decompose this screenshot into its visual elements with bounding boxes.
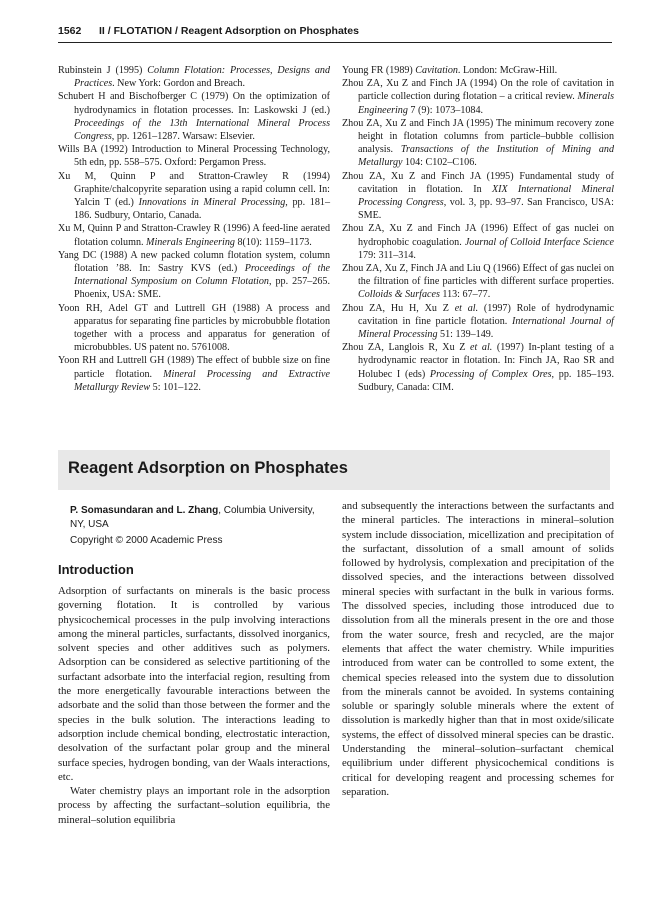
body-column-right (342, 499, 614, 799)
author-names: P. Somasundaran and L. Zhang (70, 505, 219, 516)
reference-title: Minerals Engineering (358, 91, 614, 116)
reference-entry (342, 341, 614, 394)
copyright-line: Copyright © 2000 Academic Press (70, 535, 223, 546)
reference-entry (58, 64, 330, 90)
reference-text: Xu M, Quinn P and Stratton-Crawley R (1994) Graphite/chalcopyrite separation using a rapid column cell. In: Yalcin T (ed.) (58, 170, 330, 209)
reference-text: , pp. 185–193. Sudbury, Canada: CIM. (358, 368, 614, 393)
reference-text: Yoon RH, Adel GT and Luttrell GH (1988) A process and apparatus for separating fine particles by microbubble flotation together with a process and apparatus for generation of microbubbles. US patent no. 5761008. (58, 302, 330, 354)
reference-text: Rubinstein J (1995) (58, 65, 148, 76)
reference-title: Minerals Engineering (146, 236, 235, 248)
reference-title: Column Flotation: Processes, Designs and Practices (74, 65, 330, 90)
running-title: II / FLOTATION / Reagent Adsorption on Phosphates (99, 25, 359, 37)
reference-text: , vol. 3, pp. 93–97. San Francisco, USA: SME. (358, 197, 614, 222)
reference-text: (1997) Role of hydrodynamic cavitation in fine particle flotation. (358, 302, 614, 327)
reference-entry (58, 249, 330, 302)
page-number: 1562 (58, 25, 82, 37)
reference-title: Transactions of the Institution of Mining and Metallurgy (358, 144, 614, 169)
header-rule (58, 42, 612, 43)
author-block (70, 504, 332, 532)
reference-text: Young FR (1989) (342, 65, 416, 76)
reference-entry (342, 302, 614, 342)
reference-text: Schubert H and Bischofberger C (1979) On the optimization of hydrodynamics in flotation processes. In: Laskowski J (ed.) (58, 91, 330, 116)
reference-text: . London: McGraw-Hill. (457, 65, 558, 76)
reference-text: 104: C102–C106. (402, 157, 477, 169)
reference-text: Zhou ZA, Xu Z and Finch JA (1994) On the role of cavitation in particle collection during flotation – a critical review. (342, 78, 614, 103)
reference-entry (58, 354, 330, 394)
reference-text: 113: 67–77. (439, 289, 491, 301)
reference-entry (58, 170, 330, 223)
reference-text: Yoon RH and Luttrell GH (1989) The effect of bubble size on fine particle flotation. (58, 355, 330, 380)
reference-title: Processing of Complex Ores (429, 368, 552, 380)
reference-entry (58, 302, 330, 355)
reference-entry (342, 262, 614, 302)
reference-title: Mineral Processing and Extractive Metallurgy Review (74, 368, 330, 393)
reference-entry (58, 143, 330, 169)
reference-text: , pp. 257–265. Phoenix, USA: SME. (74, 276, 330, 301)
body-paragraph: Adsorption of surfactants on minerals is the basic process governing flotation. It is controlled by various physicochemical processes in the pulp involving interactions among the mineral particles, surfactants, dissolved inorganics, solvent species and other additives such as polymers. Adsorption can be considered as selective partitioning of the surfactant adsorbate into the interfacial region, resulting from the more energetically favourable interactions between the adsorbate and the solid than those between the former and the species in the bulk solution. The interactions leading to adsorption include chemical bonding, electrostatic interaction, desolvation of the surfactant polar group and the mineral surface species, hydrogen bonding, van der Waals interactions, etc. (58, 585, 330, 783)
reference-text: 8(10): 1159–1173. (234, 236, 312, 248)
reference-list-left (58, 64, 330, 394)
reference-text: (1997) In-plant testing of a hydrodynamic reactor in flotation. In: Finch JA, Rao SR and Holubec I (eds) (358, 342, 614, 380)
body-column-left (58, 584, 330, 827)
reference-text: Zhou ZA, Xu Z and Finch JA (1995) Fundamental study of cavitation in flotation. In (342, 170, 614, 195)
reference-list-right (342, 64, 614, 394)
running-header (58, 21, 612, 43)
reference-title: International Journal of Mineral Processing (358, 315, 614, 341)
reference-text: Zhou ZA, Xu Z, Finch JA and Liu Q (1966) Effect of gas nuclei on the filtration of fine particles with different surface properties. (342, 263, 614, 288)
reference-text: Xu M, Quinn P and Stratton-Crawley R (1996) A feed-line aerated flotation column. (58, 223, 330, 248)
reference-entry (342, 64, 614, 77)
reference-title: et al. (454, 302, 479, 314)
reference-title: et al. (470, 342, 493, 354)
article-title-banner (58, 450, 610, 490)
reference-entry (58, 90, 330, 143)
reference-text: Yang DC (1988) A new packed column flotation system, column flotation ’88. In: Sastry KVS (ed.) (58, 249, 330, 275)
body-paragraph: and subsequently the interactions between the surfactants and the mineral particles. The interactions in mineral–solution system include dissociation, micellization and precipitation of the surfactant, dissolution of a small amount of solids followed by hydrolysis, complexation and precipitation of the dissolved species, and the interactions between dissolved mineral species with surfactant in the bulk in various forms. The dissolved species, including those introduced due to dissolution from all the minerals present in the ore and those from the water source, fresh and recycled, are the major elements that affect the water chemistry. While impurities introduced from water can be controlled to some extent, the chemical species released into the system due to dissolution from the minerals cannot be avoided. In systems containing soluble or sparingly soluble minerals where the extent of dissolution is markedly higher than that in most oxide/silicate systems, the effect of dissolved mineral species can be drastic. Understanding the mineral–solution–surfactant chemical equilibrium under different physicochemical conditions is critical for developing reagent and processing schemes for separation. (342, 500, 614, 798)
reference-entry (342, 77, 614, 117)
reference-title: Colloids & Surfaces (358, 289, 440, 301)
author-affiliation: , Columbia University, NY, USA (70, 505, 315, 530)
reference-text: Zhou ZA, Langlois R, Xu Z (342, 342, 471, 354)
reference-entry (58, 222, 330, 248)
reference-text: , pp. 181–186. Sudbury, Ontario, Canada. (74, 197, 330, 222)
reference-text: Wills BA (1992) Introduction to Mineral Processing Technology, 5th edn, pp. 558–575. Oxford: Pergamon Press. (58, 144, 330, 169)
reference-text: 179: 311–314. (358, 249, 416, 261)
article-title: Reagent Adsorption on Phosphates (68, 459, 348, 477)
reference-text: Zhou ZA, Xu Z and Finch JA (1995) The minimum recovery zone height in flotation columns from particle–bubble collision analysis. (342, 117, 614, 156)
reference-title: Proceedings of the 13th International Mineral Process Congress (74, 117, 330, 143)
reference-entry (342, 170, 614, 223)
section-heading: Introduction (58, 562, 134, 577)
reference-text: , pp. 1261–1287. Warsaw: Elsevier. (111, 131, 255, 143)
reference-title: Cavitation (415, 65, 458, 76)
reference-text: 51: 139–149. (437, 329, 494, 341)
reference-title: XIX International Mineral Processing Congress (358, 183, 614, 209)
reference-text: Zhou ZA, Xu Z and Finch JA (1996) Effect of gas nuclei on hydrophobic coagulation. (342, 223, 614, 248)
reference-text: 7 (9): 1073–1084. (407, 104, 484, 116)
reference-text: . New York: Gordon and Breach. (112, 78, 246, 90)
reference-entry (342, 117, 614, 170)
reference-text: 5: 101–122. (150, 381, 201, 393)
reference-title: Proceedings of the International Symposium on Column Flotation (74, 263, 331, 288)
reference-entry (342, 222, 614, 262)
reference-title: Journal of Colloid Interface Science (464, 236, 614, 248)
body-paragraph: Water chemistry plays an important role in the adsorption process by affecting the surfactant–solution equilibria, the mineral–solution equilibria (58, 785, 330, 826)
reference-text: Zhou ZA, Hu H, Xu Z (342, 302, 455, 314)
reference-title: Innovations in Mineral Processing (138, 197, 286, 209)
